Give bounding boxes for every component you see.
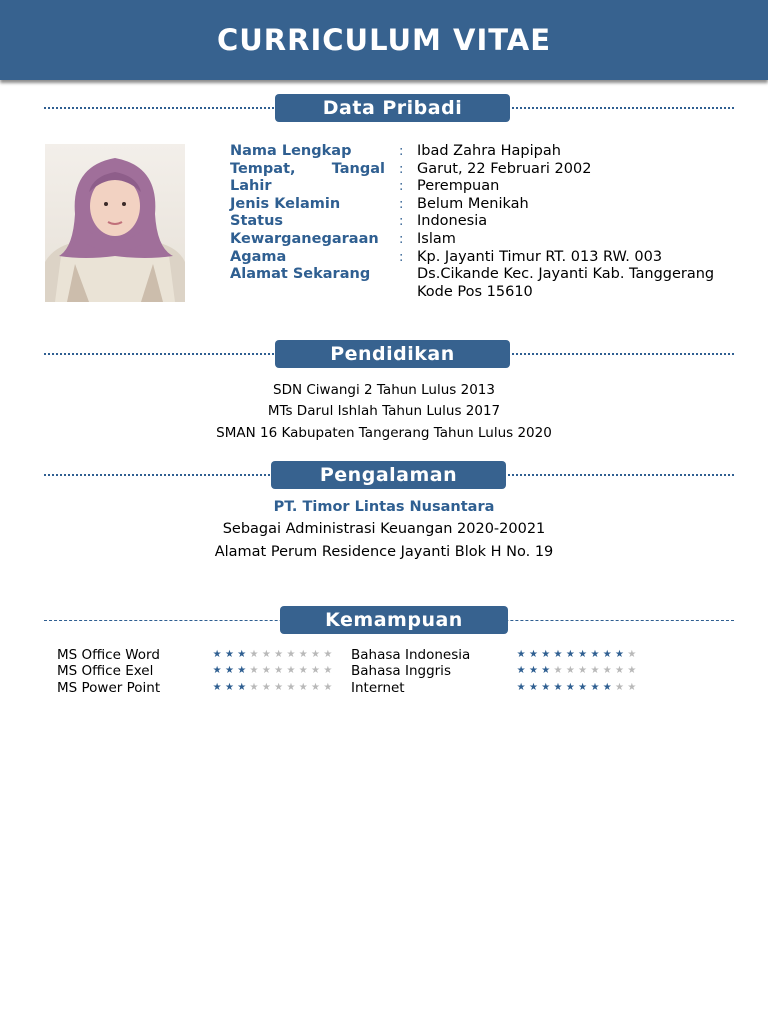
skill-name: Bahasa Inggris (351, 663, 451, 680)
label-status: Status (230, 213, 284, 230)
skill-rating (211, 647, 334, 663)
value-status: Belum Menikah (417, 195, 529, 212)
star-filled-icon: ★ (602, 681, 612, 693)
skill-rating (515, 663, 638, 679)
skill-rating (211, 663, 334, 679)
star-empty-icon: ★ (274, 681, 284, 693)
star-empty-icon: ★ (578, 665, 588, 677)
star-empty-icon: ★ (298, 649, 308, 660)
star-empty-icon: ★ (298, 665, 308, 677)
experience-company: PT. Timor Lintas Nusantara (273, 499, 495, 515)
star-filled-icon: ★ (516, 649, 526, 660)
section-title-personal: Data Pribadi (275, 94, 510, 122)
value-birth: Garut, 22 Februari 2002 (417, 160, 592, 177)
label-birth (230, 161, 385, 179)
star-empty-icon: ★ (553, 665, 563, 677)
star-filled-icon: ★ (212, 681, 222, 693)
colon: : (399, 214, 404, 230)
star-filled-icon: ★ (212, 665, 222, 677)
experience-role: Sebagai Administrasi Keuangan 2020-20021 (222, 521, 546, 537)
star-empty-icon: ★ (323, 649, 333, 660)
star-empty-icon: ★ (249, 665, 259, 677)
label-birth-2: Lahir (230, 178, 272, 195)
star-filled-icon: ★ (237, 681, 247, 693)
label-religion: Agama (230, 248, 287, 265)
header-banner (0, 0, 768, 80)
star-empty-icon: ★ (261, 665, 271, 677)
star-filled-icon: ★ (224, 665, 234, 677)
star-empty-icon: ★ (274, 649, 284, 660)
colon: : (399, 144, 404, 159)
skill-rating (211, 680, 334, 696)
skill-rating (515, 680, 638, 696)
personal-colons (399, 143, 403, 266)
star-filled-icon: ★ (541, 649, 551, 660)
value-address-2: Ds.Cikande Kec. Jayanti Kab. Tanggerang (417, 266, 715, 283)
skill-row (351, 680, 638, 696)
star-filled-icon: ★ (224, 681, 234, 693)
skill-name: Bahasa Indonesia (351, 647, 471, 663)
profile-photo (45, 144, 185, 302)
star-filled-icon: ★ (237, 649, 247, 660)
star-filled-icon: ★ (528, 649, 538, 660)
star-empty-icon: ★ (590, 665, 600, 677)
star-empty-icon: ★ (615, 681, 624, 693)
star-empty-icon: ★ (627, 665, 637, 677)
star-empty-icon: ★ (627, 681, 637, 693)
experience-address: Alamat Perum Residence Jayanti Blok H No. 19 (214, 544, 554, 560)
star-empty-icon: ★ (274, 665, 284, 677)
colon: : (399, 179, 404, 195)
star-filled-icon: ★ (602, 649, 612, 660)
star-empty-icon: ★ (286, 665, 296, 677)
star-filled-icon: ★ (615, 649, 624, 660)
education-item: MTs Darul Ishlah Tahun Lulus 2017 (267, 403, 501, 420)
skills-right (351, 647, 638, 696)
label-birth-place: Tempat, (230, 160, 296, 177)
skill-name: Internet (351, 679, 405, 696)
personal-values (417, 143, 714, 301)
star-filled-icon: ★ (578, 681, 588, 693)
star-empty-icon: ★ (261, 649, 271, 660)
star-filled-icon: ★ (528, 665, 538, 677)
value-religion: Islam (417, 230, 456, 247)
section-experience (44, 461, 734, 491)
star-empty-icon: ★ (311, 649, 320, 660)
star-empty-icon: ★ (286, 681, 296, 693)
label-birth-date: Tangal (331, 160, 385, 177)
label-gender: Jenis Kelamin (230, 195, 341, 212)
star-empty-icon: ★ (565, 665, 575, 677)
skill-row (351, 663, 638, 679)
star-empty-icon: ★ (323, 681, 333, 693)
personal-labels (230, 143, 385, 284)
label-name: Nama Lengkap (230, 143, 352, 159)
star-filled-icon: ★ (224, 649, 234, 660)
skill-row (57, 647, 334, 663)
colon: : (399, 161, 404, 177)
value-gender: Perempuan (417, 178, 500, 195)
section-title-skills: Kemampuan (280, 606, 508, 634)
education-item: SDN Ciwangi 2 Tahun Lulus 2013 (273, 382, 495, 398)
page-title: CURRICULUM VITAE (216, 23, 552, 57)
skill-name: MS Office Exel (57, 663, 154, 680)
section-skills (44, 606, 734, 636)
experience-block (0, 496, 768, 564)
label-citizenship: Kewarganegaraan (230, 230, 379, 247)
value-address-1: Kp. Jayanti Timur RT. 013 RW. 003 (417, 248, 663, 265)
colon: : (399, 231, 404, 247)
star-empty-icon: ★ (615, 665, 624, 677)
star-empty-icon: ★ (602, 665, 612, 677)
education-item: SMAN 16 Kabupaten Tangerang Tahun Lulus 2020 (216, 424, 552, 441)
education-list (0, 380, 768, 444)
star-filled-icon: ★ (590, 649, 600, 660)
skill-row (57, 680, 334, 696)
star-filled-icon: ★ (565, 681, 575, 693)
star-empty-icon: ★ (298, 681, 308, 693)
star-empty-icon: ★ (249, 649, 259, 660)
star-empty-icon: ★ (627, 649, 637, 660)
colon: : (399, 249, 404, 265)
star-filled-icon: ★ (541, 681, 551, 693)
skills-left (57, 647, 334, 696)
star-empty-icon: ★ (286, 649, 296, 660)
star-empty-icon: ★ (311, 665, 320, 677)
section-education (44, 340, 734, 370)
section-personal (44, 94, 734, 124)
label-address: Alamat Sekarang (230, 266, 371, 283)
colon: : (399, 196, 404, 212)
star-empty-icon: ★ (261, 681, 271, 693)
star-filled-icon: ★ (237, 665, 247, 677)
star-empty-icon: ★ (249, 681, 259, 693)
star-filled-icon: ★ (528, 681, 538, 693)
value-address-3: Kode Pos 15610 (417, 283, 533, 300)
value-citizenship: Indonesia (417, 213, 488, 230)
skill-row (57, 663, 334, 679)
section-title-experience: Pengalaman (271, 461, 506, 489)
star-filled-icon: ★ (541, 665, 551, 677)
star-empty-icon: ★ (323, 665, 333, 677)
section-title-education: Pendidikan (275, 340, 510, 368)
star-empty-icon: ★ (311, 681, 320, 693)
star-filled-icon: ★ (516, 681, 526, 693)
star-filled-icon: ★ (553, 681, 563, 693)
skill-row (351, 647, 638, 663)
star-filled-icon: ★ (553, 649, 563, 660)
star-filled-icon: ★ (516, 665, 526, 677)
skill-name: MS Office Word (57, 647, 160, 663)
skill-rating (515, 647, 638, 663)
star-filled-icon: ★ (565, 649, 575, 660)
skill-name: MS Power Point (57, 679, 161, 696)
star-filled-icon: ★ (578, 649, 588, 660)
star-filled-icon: ★ (212, 649, 222, 660)
value-name: Ibad Zahra Hapipah (417, 143, 561, 159)
star-filled-icon: ★ (590, 681, 600, 693)
